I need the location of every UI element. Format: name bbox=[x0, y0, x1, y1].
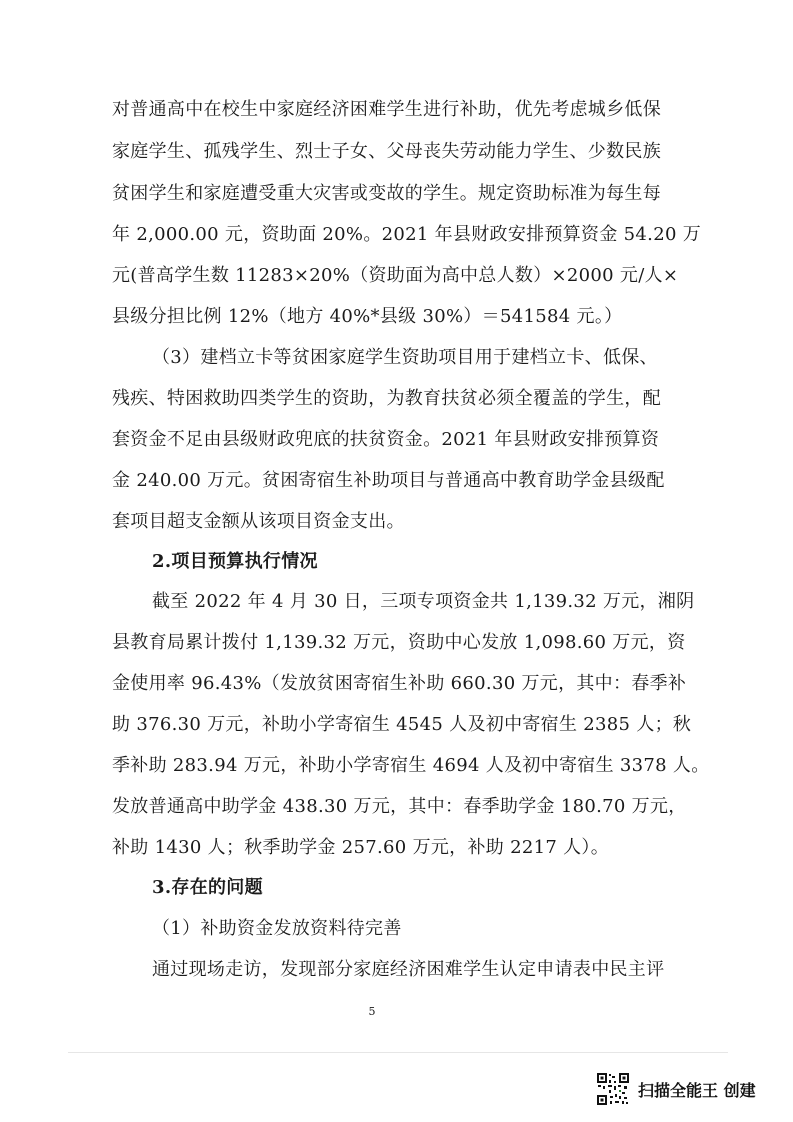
qr-code-icon bbox=[596, 1072, 630, 1106]
body-line-4: 年 2,000.00 元，资助面 20%。2021 年县财政安排预算资金 54.20 万 bbox=[112, 224, 702, 245]
body-line-17: 季补助 283.94 万元，补助小学寄宿生 4694 人及初中寄宿生 3378 人。 bbox=[112, 755, 710, 776]
body-line-3: 贫困学生和家庭遭受重大灾害或变故的学生。规定资助标准为每生每 bbox=[112, 183, 661, 204]
body-line-19: 补助 1430 人；秋季助学金 257.60 万元，补助 2217 人）。 bbox=[112, 837, 610, 858]
body-line-10: 金 240.00 万元。贫困寄宿生补助项目与普通高中教育助学金县级配 bbox=[112, 470, 665, 491]
footer-divider bbox=[68, 1052, 728, 1053]
body-line-22: 通过现场走访，发现部分家庭经济困难学生认定申请表中民主评 bbox=[152, 959, 665, 980]
body-line-6: 县级分担比例 12%（地方 40%*县级 30%）＝541584 元。） bbox=[112, 306, 623, 327]
section-heading-2: 2.项目预算执行情况 bbox=[152, 551, 318, 572]
body-line-15: 金使用率 96.43%（发放贫困寄宿生补助 660.30 万元，其中：春季补 bbox=[112, 673, 687, 694]
section-heading-3: 3.存在的问题 bbox=[152, 877, 263, 898]
body-line-7: （3）建档立卡等贫困家庭学生资助项目用于建档立卡、低保、 bbox=[152, 347, 658, 368]
body-line-5: 元(普高学生数 11283×20%（资助面为高中总人数）×2000 元/人× bbox=[112, 265, 679, 286]
scanner-watermark bbox=[596, 1070, 756, 1108]
body-line-14: 县教育局累计拨付 1,139.32 万元，资助中心发放 1,098.60 万元，资 bbox=[112, 632, 686, 653]
body-line-11: 套项目超支金额从该项目资金支出。 bbox=[112, 511, 405, 532]
body-line-1: 对普通高中在校生中家庭经济困难学生进行补助，优先考虑城乡低保 bbox=[112, 99, 661, 120]
body-line-18: 发放普通高中助学金 438.30 万元，其中：春季助学金 180.70 万元， bbox=[112, 796, 687, 817]
subheading-1: （1）补助资金发放资料待完善 bbox=[152, 918, 402, 939]
page-number: 5 bbox=[368, 1005, 376, 1018]
body-line-2: 家庭学生、孤残学生、烈士子女、父母丧失劳动能力学生、少数民族 bbox=[112, 141, 661, 162]
body-line-9: 套资金不足由县级财政兜底的扶贫资金。2021 年县财政安排预算资 bbox=[112, 429, 660, 450]
body-line-8: 残疾、特困救助四类学生的资助，为教育扶贫必须全覆盖的学生，配 bbox=[112, 388, 661, 409]
body-line-16: 助 376.30 万元，补助小学寄宿生 4545 人及初中寄宿生 2385 人；秋 bbox=[112, 714, 692, 735]
watermark-text: 扫描全能王 创建 bbox=[638, 1080, 756, 1100]
body-line-13: 截至 2022 年 4 月 30 日，三项专项资金共 1,139.32 万元，湘阴 bbox=[152, 591, 695, 612]
